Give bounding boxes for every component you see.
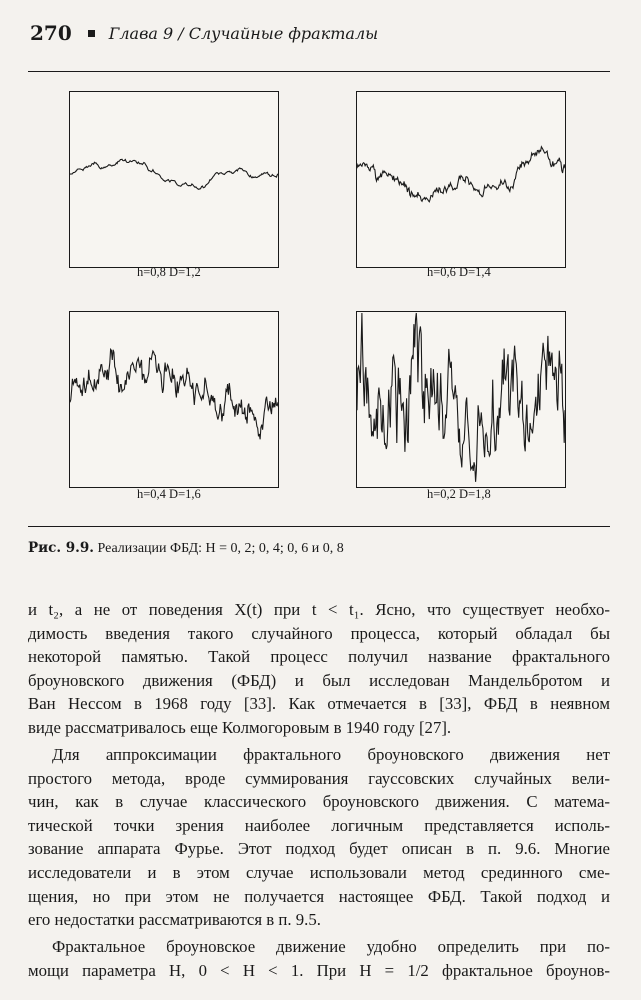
page-number: 270: [30, 21, 72, 45]
panel-label: h=0,4 D=1,6: [137, 487, 201, 501]
figure-bottom-rule: [28, 526, 610, 527]
text-line: простого метода, вроде суммирования гауссовских случайных вели-: [28, 768, 610, 788]
panel-label: h=0,8 D=1,2: [137, 265, 201, 279]
fbm-trace-h02: [357, 312, 565, 487]
top-rule: [28, 71, 610, 72]
panel-label: h=0,6 D=1,4: [427, 265, 491, 279]
text-line: щения, но при этом не получается настоящее ФБД. Такой подход и: [28, 886, 610, 906]
text-line: виде рассматривалось еще Колмогоровым в 1940 году [27].: [28, 717, 452, 737]
panel-label: h=0,2 D=1,8: [427, 487, 491, 501]
text-line: мощи параметра H, 0 < H < 1. При H = 1/2 фрактальное броунов-: [28, 960, 610, 980]
paragraph-3: [28, 935, 610, 982]
fbm-trace-h08: [70, 92, 278, 267]
paragraph-2: [28, 743, 610, 932]
text-line: Ван Нессом в 1968 году [33]. Как отмечается в [33], ФБД в неявном: [28, 694, 610, 714]
text-line: исследователи и в этом случае использовали метод срединного сме-: [28, 862, 610, 882]
fbm-trace-line: [357, 147, 565, 202]
text-line: тической точки зрения наиболее логичным представляется исполь-: [28, 815, 610, 835]
text-line: Фрактальное броуновское движение удобно определить при по-: [52, 937, 610, 956]
fbm-panel-h04: [69, 311, 279, 488]
fbm-panel-h02: [356, 311, 566, 488]
caption-label: Рис. 9.9.: [28, 540, 94, 556]
text-line: зование аппарата Фурье. Этот подход будет описан в п. 9.6. Многие: [28, 839, 610, 859]
text-line: его недостатки рассматриваются в п. 9.5.: [28, 910, 321, 930]
caption-text: Реализации ФБД: H = 0, 2; 0, 4; 0, 6 и 0, 8: [97, 541, 344, 556]
fbm-trace-h04: [70, 312, 278, 487]
text-line: броуновского движения (ФБД) и был исследован Мандельбротом и: [28, 670, 610, 690]
text-line: димость введения такого случайного процесса, который обладал бы: [28, 623, 610, 643]
fbm-trace-h06: [357, 92, 565, 267]
text-line: и t₂, а не от поведения X(t) при t < t₁. Ясно, что существует необхо-: [28, 600, 610, 619]
header-bullet: [88, 30, 95, 37]
text-line: Для аппроксимации фрактального броуновского движения нет: [52, 745, 610, 764]
paragraph-1: [28, 598, 610, 740]
text-line: некоторой памятью. Такой процесс получил название фрактального: [28, 647, 610, 667]
text-line: чин, как в случае классического броуновского движения. С матема-: [28, 792, 610, 812]
fbm-trace-line: [70, 349, 278, 439]
fbm-panel-h06: [356, 91, 566, 268]
page-header: [30, 18, 378, 48]
figure-caption: [28, 540, 344, 557]
fbm-panel-h08: [69, 91, 279, 268]
fbm-trace-line: [70, 159, 278, 189]
fbm-trace-line: [357, 313, 565, 482]
running-title: Глава 9 / Случайные фракталы: [108, 23, 379, 43]
